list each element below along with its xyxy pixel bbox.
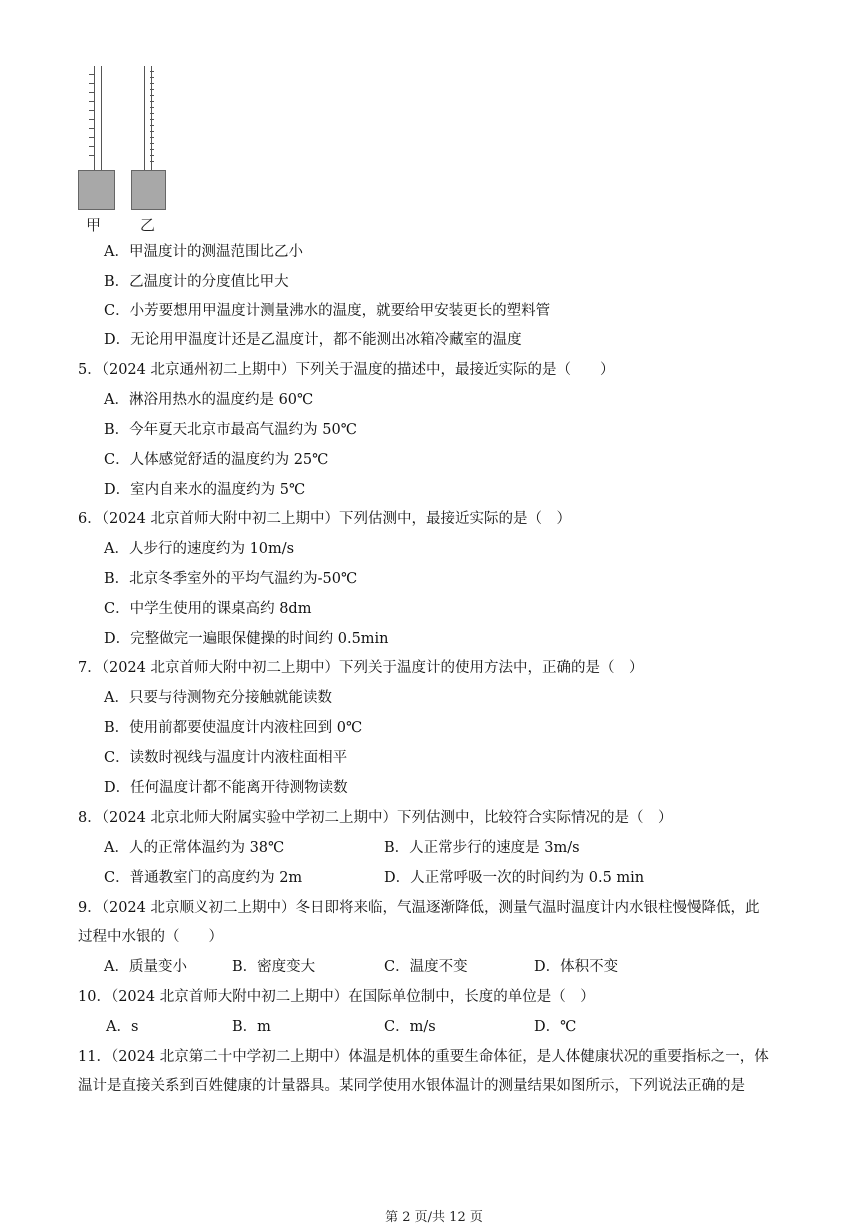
q10-option-c: C．m/s <box>384 1019 436 1035</box>
q7-option-c: C．读数时视线与温度计内液柱面相平 <box>104 750 348 766</box>
q11-stem-line2: 温计是直接关系到百姓健康的计量器具。某同学使用水银体温计的测量结果如图所示，下列说法正确的是 <box>78 1078 745 1094</box>
q9-stem-line2: 过程中水银的（ ） <box>78 929 223 945</box>
q9-option-b: B．密度变大 <box>232 959 316 975</box>
q6-option-b: B．北京冬季室外的平均气温约为-50℃ <box>104 571 358 587</box>
q6-option-d: D．完整做完一遍眼保健操的时间约 0.5min <box>104 631 389 647</box>
q8-option-a: A．人的正常体温约为 38℃ <box>104 840 285 856</box>
q5-stem: 5．（2024 北京通州初二上期中）下列关于温度的描述中，最接近实际的是（ ） <box>78 362 615 378</box>
q4-option-b: B．乙温度计的分度值比甲大 <box>104 274 289 290</box>
q5-option-c: C．人体感觉舒适的温度约为 25℃ <box>104 452 329 468</box>
q7-option-b: B．使用前都要使温度计内液柱回到 0℃ <box>104 720 363 736</box>
q10-option-a: A．s <box>106 1019 139 1035</box>
figure-label-yi: 乙 <box>140 216 156 234</box>
q7-option-d: D．任何温度计都不能离开待测物读数 <box>104 780 348 796</box>
q8-option-b: B．人正常步行的速度是 3m/s <box>384 840 580 856</box>
q7-option-a: A．只要与待测物充分接触就能读数 <box>104 690 332 706</box>
q7-stem: 7．（2024 北京首师大附中初二上期中）下列关于温度计的使用方法中，正确的是（ ） <box>78 660 644 676</box>
q4-option-c: C．小芳要想用甲温度计测量沸水的温度，就要给甲安装更长的塑料管 <box>104 303 551 319</box>
q9-option-c: C．温度不变 <box>384 959 468 975</box>
figure-label-jia: 甲 <box>86 216 102 234</box>
q11-stem-line1: 11．（2024 北京第二十中学初二上期中）体温是机体的重要生命体征，是人体健康状况的重要指标之一，体 <box>78 1049 769 1065</box>
q6-option-c: C．中学生使用的课桌高约 8dm <box>104 601 312 617</box>
q5-option-b: B．今年夏天北京市最高气温约为 50℃ <box>104 422 357 438</box>
thermometer-figure <box>76 66 176 236</box>
q4-option-d: D．无论用甲温度计还是乙温度计，都不能测出冰箱冷藏室的温度 <box>104 332 522 348</box>
q5-option-d: D．室内自来水的温度约为 5℃ <box>104 482 306 498</box>
q9-option-a: A．质量变小 <box>104 959 187 975</box>
q6-option-a: A．人步行的速度约为 10m/s <box>104 541 295 557</box>
q10-option-b: B．m <box>232 1019 271 1035</box>
q9-stem-line1: 9．（2024 北京顺义初二上期中）冬日即将来临，气温逐渐降低，测量气温时温度计内水银柱慢慢降低，此 <box>78 900 760 916</box>
q10-option-d: D．℃ <box>534 1019 577 1035</box>
q8-option-d: D．人正常呼吸一次的时间约为 0.5 min <box>384 870 645 886</box>
q8-option-c: C．普通教室门的高度约为 2m <box>104 870 303 886</box>
page-number: 第 2 页/共 12 页 <box>385 1210 483 1225</box>
q8-stem: 8．（2024 北京北师大附属实验中学初二上期中）下列估测中，比较符合实际情况的是（ ） <box>78 810 673 826</box>
q6-stem: 6．（2024 北京首师大附中初二上期中）下列估测中，最接近实际的是（ ） <box>78 511 571 527</box>
q4-option-a: A．甲温度计的测温范围比乙小 <box>104 244 303 260</box>
q5-option-a: A．淋浴用热水的温度约是 60℃ <box>104 392 314 408</box>
q9-option-d: D．体积不变 <box>534 959 619 975</box>
q10-stem: 10．（2024 北京首师大附中初二上期中）在国际单位制中，长度的单位是（ ） <box>78 989 595 1005</box>
